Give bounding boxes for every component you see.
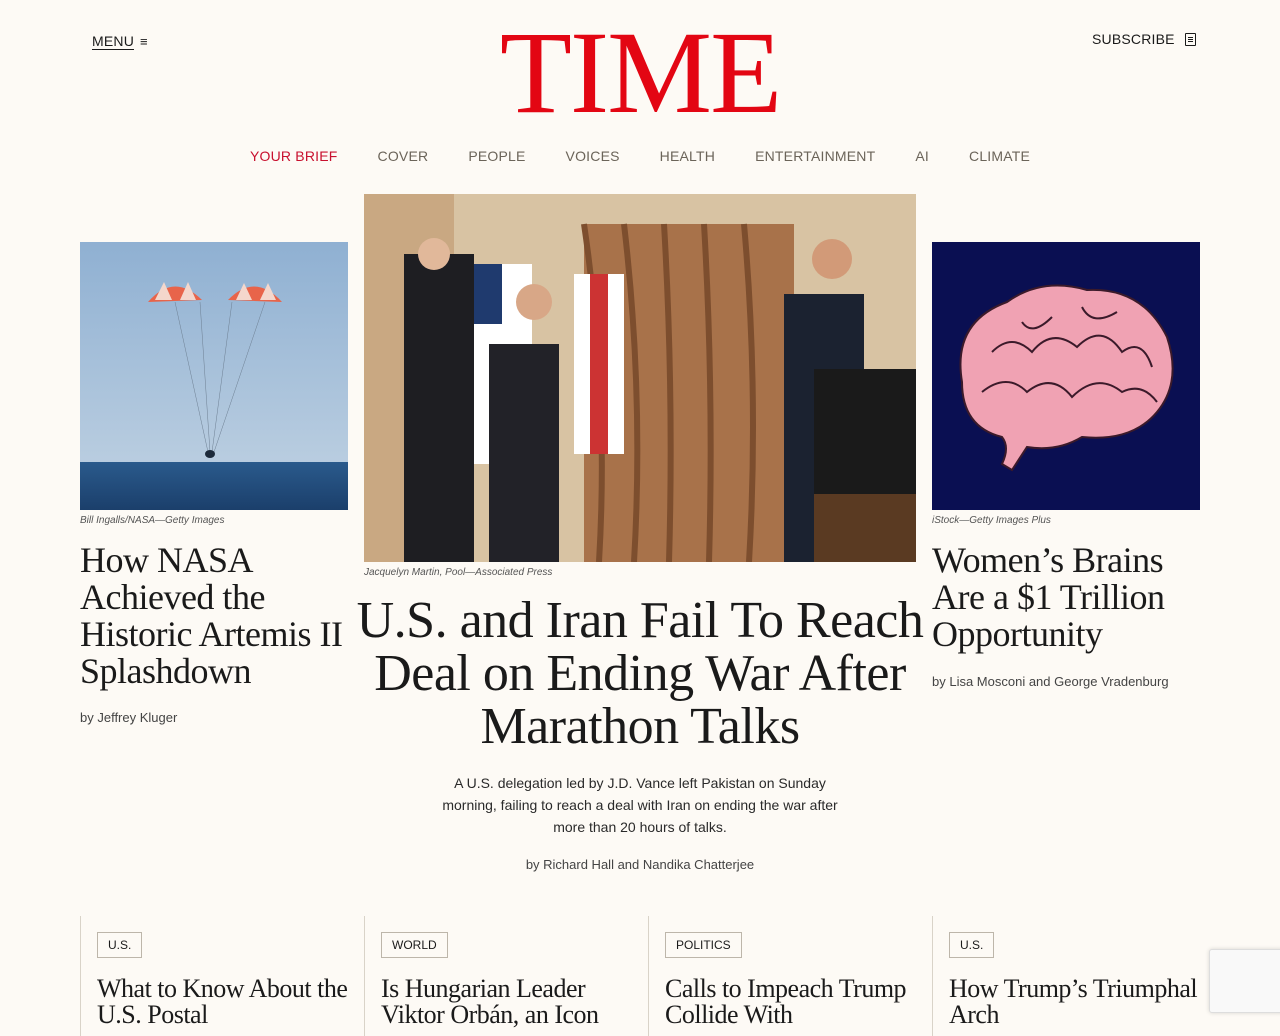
main-story-byline[interactable]: by Richard Hall and Nandika Chatterjee xyxy=(525,857,755,872)
subscribe-button[interactable] xyxy=(1092,31,1196,47)
nav-item-people[interactable]: PEOPLE xyxy=(468,148,526,164)
category-tag[interactable]: POLITICS xyxy=(665,932,742,958)
right-story-headline[interactable]: Women’s Brains Are a $1 Trillion Opportunity xyxy=(932,540,1165,654)
brain-illustration xyxy=(932,242,1200,510)
story-card[interactable] xyxy=(932,916,1216,1036)
main-story-headline[interactable]: U.S. and Iran Fail To Reach Deal on Ending War After Marathon Talks xyxy=(356,592,924,755)
section-nav xyxy=(0,148,1280,164)
time-logo[interactable]: TIME xyxy=(499,7,781,138)
artemis-splashdown-illustration xyxy=(80,242,348,510)
nav-item-entertainment[interactable]: ENTERTAINMENT xyxy=(755,148,876,164)
category-tag[interactable]: U.S. xyxy=(949,932,994,958)
nav-item-climate[interactable]: CLIMATE xyxy=(969,148,1031,164)
story-card[interactable] xyxy=(80,916,364,1036)
recaptcha-badge[interactable] xyxy=(1209,949,1280,1013)
card-headline[interactable]: How Trump’s Triumphal Arch xyxy=(949,974,1198,1029)
left-story-credit: Bill Ingalls/NASA—Getty Images xyxy=(80,515,225,526)
card-headline[interactable]: Calls to Impeach Trump Collide With xyxy=(665,974,907,1029)
nav-item-cover[interactable]: COVER xyxy=(377,148,429,164)
right-story-credit: iStock—Getty Images Plus xyxy=(932,515,1051,526)
story-card[interactable] xyxy=(364,916,648,1036)
nav-item-health[interactable]: HEALTH xyxy=(659,148,716,164)
nav-item-voices[interactable]: VOICES xyxy=(565,148,620,164)
card-headline[interactable]: What to Know About the U.S. Postal xyxy=(97,974,348,1029)
brain-illustration-image[interactable] xyxy=(932,242,1200,510)
category-tag[interactable]: U.S. xyxy=(97,932,142,958)
story-card[interactable] xyxy=(648,916,932,1036)
right-story-byline[interactable]: by Lisa Mosconi and George Vradenburg xyxy=(932,674,1169,689)
menu-label: MENU xyxy=(92,33,135,49)
artemis-splashdown-image[interactable] xyxy=(80,242,348,510)
category-tag[interactable]: WORLD xyxy=(381,932,448,958)
subscribe-label: SUBSCRIBE xyxy=(1092,31,1175,47)
left-story-byline[interactable]: by Jeffrey Kluger xyxy=(80,710,178,725)
menu-button[interactable] xyxy=(92,33,148,50)
hamburger-icon: ≡ xyxy=(140,34,148,49)
main-story-image[interactable] xyxy=(364,194,916,562)
iran-talks-press-illustration xyxy=(364,194,916,562)
main-story-credit: Jacquelyn Martin, Pool—Associated Press xyxy=(364,567,553,578)
nav-item-ai[interactable]: AI xyxy=(915,148,930,164)
nav-item-your-brief[interactable]: YOUR BRIEF xyxy=(249,148,338,164)
magazine-icon xyxy=(1185,33,1196,46)
card-headline[interactable]: Is Hungarian Leader Viktor Orbán, an Icon xyxy=(381,974,599,1029)
main-story-dek: A U.S. delegation led by J.D. Vance left Pakistan on Sunday morning, failing to reach a deal with Iran on ending the war after more than 20 hours of talks. xyxy=(442,775,838,835)
left-story-headline[interactable]: How NASA Achieved the Historic Artemis II Splashdown xyxy=(80,540,343,691)
